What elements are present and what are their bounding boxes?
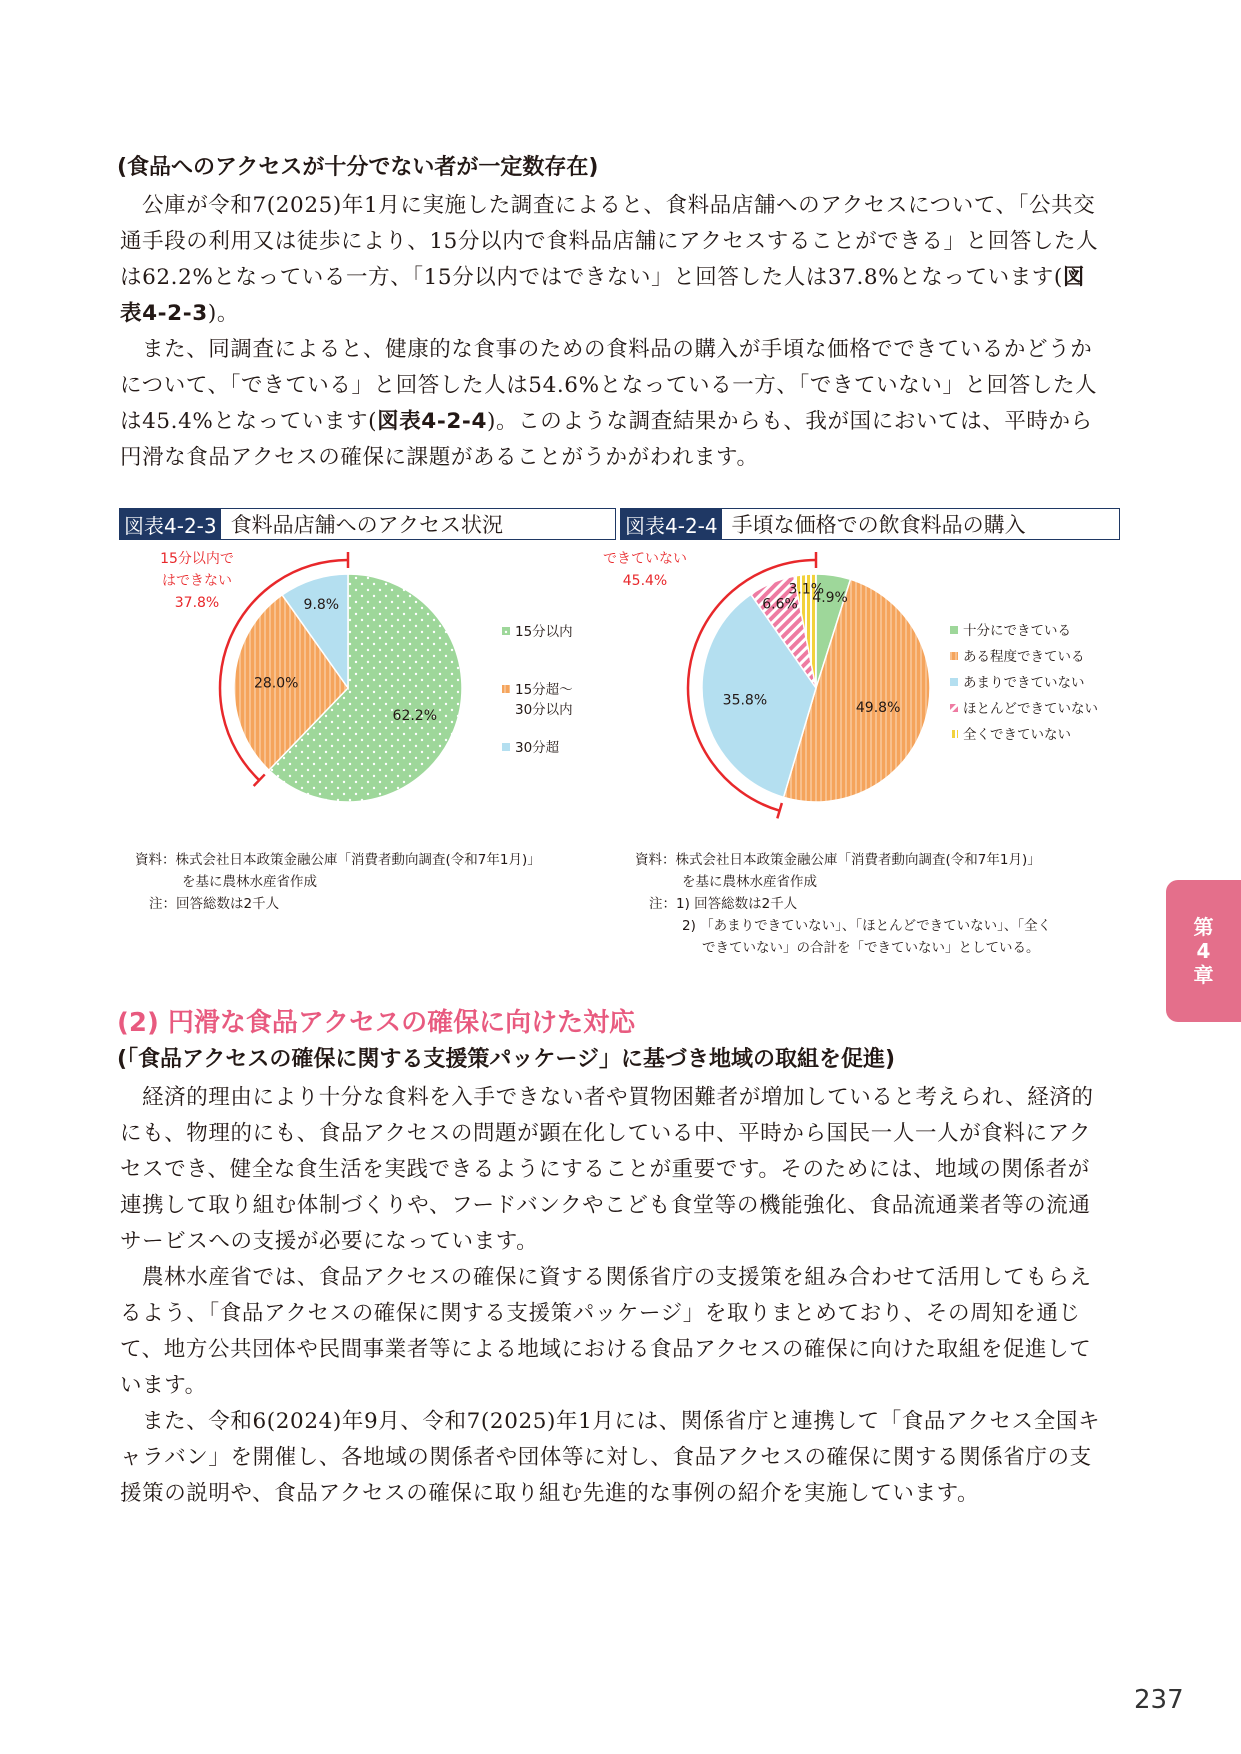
source-label: 資料：: [135, 852, 176, 868]
figure-ref: 図表4-2-3: [120, 265, 1086, 326]
data-label: 62.2%: [392, 707, 438, 724]
source-text: 株式会社日本政策金融公庫「消費者動向調査(令和7年1月)」: [675, 852, 1041, 868]
data-label: 9.8%: [303, 597, 340, 614]
figure-ref: 図表4-2-4: [377, 409, 488, 434]
paragraph-2: 農林水産省では、食品アクセスの確保に資する関係省庁の支援策を組み合わせて活用してもらえるよう、「食品アクセスの確保に関する支援策パッケージ」を取りまとめており、その周知を通じて、地方公共団体や民間事業者等による地域における食品アクセスの確保に向けた取組を促進しています。: [120, 1265, 1092, 1398]
legend-swatch: [950, 652, 958, 660]
figure-title: 手頃な価格での飲食料品の購入: [731, 513, 1026, 537]
callout-label: 15分以内で: [160, 551, 234, 567]
chapter-tab-text: 第: [1193, 915, 1214, 939]
figure-title: 食料品店舗へのアクセス状況: [230, 513, 503, 537]
legend-swatch: [950, 704, 958, 712]
legend-label: あまりできていない: [963, 675, 1085, 691]
callout-label: はできない: [162, 573, 232, 589]
source-text: を基に農林水産省作成: [682, 874, 817, 890]
chapter-tab: [1166, 880, 1241, 1022]
legend-label: 全くできていない: [963, 727, 1071, 743]
paragraph-3: また、令和6(2024)年9月、令和7(2025)年1月には、関係省庁と連携して「食品アクセス全国キャラバン」を開催し、各地域の関係者や団体等に対し、食品アクセスの確保に関する関係省庁の支援策の説明や、食品アクセスの確保に取り組む先進的な事例の紹介を実施しています。: [120, 1409, 1101, 1506]
chapter-tab-number: 4: [1196, 939, 1211, 963]
legend-swatch: [950, 730, 958, 738]
data-label: 35.8%: [722, 692, 768, 709]
section1-body: [120, 188, 1105, 476]
legend-swatch: [502, 685, 510, 693]
figure-header: [119, 508, 616, 540]
data-label: 49.8%: [855, 700, 901, 717]
note-text: 2) 「あまりできていない」、「ほとんどできていない」、「全く: [682, 918, 1052, 934]
figure-source: [135, 849, 541, 915]
source-text: 株式会社日本政策金融公庫「消費者動向調査(令和7年1月)」: [175, 852, 541, 868]
paragraph-2: また、同調査によると、健康的な食事のための食料品の購入が手頃な価格でできているかどうかについて、「できている」と回答した人は54.6%となっている一方、「できていない」と回答した人は45.4%となっています(図表4-2-4)。このような調査結果からも、我が国においては、平時から円滑な食品アクセスの確保に課題があることがうかがわれます。: [120, 337, 1098, 470]
legend-label: 30分以内: [515, 702, 573, 718]
note-label: 注：: [149, 896, 176, 912]
figure-id: 図表4-2-4: [621, 509, 722, 539]
legend-swatch: [950, 678, 958, 686]
legend-label: 15分以内: [515, 624, 573, 640]
legend-label: ほとんどできていない: [963, 701, 1098, 717]
pie-chart-store-access: [119, 545, 616, 845]
legend-label: 15分超～: [515, 682, 573, 698]
section-heading: (食品へのアクセスが十分でない者が一定数存在): [117, 155, 599, 180]
note-label: 注：: [649, 896, 676, 912]
source-text: を基に農林水産省作成: [182, 874, 317, 890]
data-label: 28.0%: [253, 675, 299, 692]
page-number: 237: [1134, 1685, 1184, 1715]
callout-label: 37.8%: [174, 595, 220, 611]
chapter-tab-text: 章: [1193, 963, 1214, 987]
paragraph-1: 経済的理由により十分な食料を入手できない者や買物困難者が増加していると考えられ、経済的にも、物理的にも、食品アクセスの問題が顕在化している中、平時から国民一人一人が食料にアクセスでき、健全な食生活を実践できるようにすることが重要です。そのためには、地域の関係者が連携して取り組む体制づくりや、フードバンクやこども食堂等の機能強化、食品流通業者等の流通サービスへの支援が必要になっています。: [120, 1085, 1094, 1254]
pie-chart-affordable-purchase: [603, 545, 1120, 845]
figure-source: [635, 849, 1051, 959]
note-text: 1) 回答総数は2千人: [676, 896, 798, 912]
paragraph-1: 公庫が令和7(2025)年1月に実施した調査によると、食料品店舗へのアクセスについて、「公共交通手段の利用又は徒歩により、15分以内で食料品店舗にアクセスすることができる」と回答した人は62.2%となっている一方、「15分以内ではできない」と回答した人は37.8%となっています(図表4-2-3)。: [120, 193, 1099, 326]
data-label: 6.6%: [762, 596, 798, 613]
figure-id: 図表4-2-3: [120, 509, 221, 539]
legend-swatch: [950, 626, 958, 634]
section2-body: [120, 1080, 1105, 1512]
legend-label: 30分超: [515, 740, 560, 756]
source-label: 資料：: [635, 852, 676, 868]
legend-swatch: [502, 743, 510, 751]
legend-swatch: [502, 627, 510, 635]
legend-label: ある程度できている: [963, 649, 1085, 665]
figure-header: [620, 508, 1120, 540]
section-heading: (2) 円滑な食品アクセスの確保に向けた対応: [117, 1008, 636, 1038]
section-subheading: (「食品アクセスの確保に関する支援策パッケージ」に基づき地域の取組を促進): [117, 1047, 896, 1072]
callout-label: 45.4%: [622, 573, 668, 589]
note-text: できていない」の合計を「できていない」としている。: [702, 940, 1040, 956]
data-label: 4.9%: [812, 590, 848, 607]
data-label: 3.1%: [788, 581, 825, 598]
callout-label: できていない: [603, 551, 687, 567]
legend-label: 十分にできている: [963, 623, 1071, 639]
note-text: 回答総数は2千人: [176, 896, 280, 912]
